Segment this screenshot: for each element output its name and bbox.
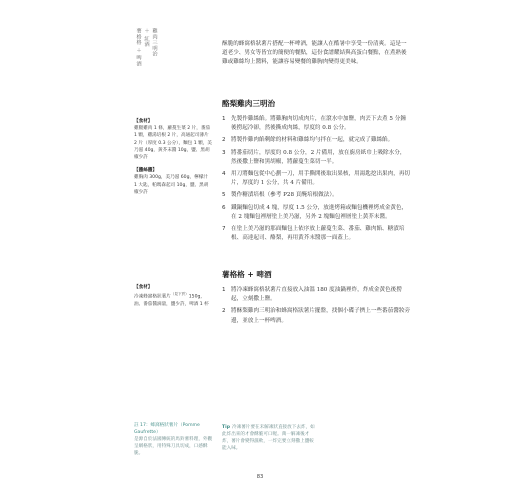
step-number: 3	[222, 149, 226, 156]
step-item	[222, 149, 410, 167]
page-number: 83	[256, 474, 264, 480]
step-text: 將酥梨雞肉三明治和蜂窩格狀薯片擺盤，找個小碟子擠上一些番茄醬妝旁邊，並放上一杯啤酒。	[231, 308, 411, 324]
ingredients-text: 雞腿雞肉 1 條，蘿蔓生菜 2 片，番茄 1 顆，雞湯培根 2 片，高通起司薄片 2 片（厚度 0.3 公分），麵包 1 顆，美乃滋 40g，黃芥末醬 10g，鹽、黑胡椒少許	[134, 126, 212, 161]
step-item	[222, 136, 410, 145]
footnote	[134, 422, 216, 457]
footnote-title: 註 17：蜂窩格狀薯片（Pomme Gaufrette）	[134, 423, 200, 435]
step-number: 6	[222, 204, 226, 211]
ingredients-label: 【食材】	[134, 285, 153, 290]
step-item	[222, 191, 410, 200]
step-number: 2	[222, 137, 226, 144]
step-item	[222, 115, 410, 133]
vertical-side-title	[134, 28, 158, 66]
step-item	[222, 286, 410, 304]
steps-list	[222, 115, 410, 243]
side-title-line: 薯格格 ＋ 啤酒	[135, 28, 141, 67]
tip-body: 冷凍薯片要在未解凍狀直接放下去炸，如此炸出來的才會酥脆可口喔。萬一解凍後才炸，薯片會變得濕軟，一炸完要立刻撒上鹽較能入味。	[222, 425, 315, 451]
ingredients-part: 150g，油、番茄醬滴量，鹽少許，啤酒 1 杯	[134, 294, 209, 307]
sandwich-section	[222, 99, 410, 246]
step-number: 5	[222, 192, 226, 199]
ingredients-text	[134, 291, 212, 308]
step-number: 4	[222, 171, 226, 178]
step-item	[222, 307, 410, 325]
step-text: 用刀將麵包從中心劃一刀，用手撕開後取出果核，用湯匙挖出果肉，再切片，厚度約 1 公分，共 4 片備用。	[231, 171, 411, 187]
step-item	[222, 204, 410, 222]
step-number: 7	[222, 226, 226, 233]
ingredients-label: 【食材】	[134, 119, 153, 124]
step-number: 2	[222, 308, 226, 315]
ingredients-footnote-ref: （見下頁）	[170, 292, 189, 297]
sauce-label: 【醬絲醬】	[134, 168, 157, 174]
step-text: 製作糖漬培根（參考 P28 頁醃培根做法）。	[231, 192, 338, 199]
tip-label: Tip	[222, 425, 230, 430]
step-text: 將製作雞肉餡剩餘的材料和雞絲均勻拌在一起，就完成了雞絲餡。	[231, 137, 394, 144]
steps-list	[222, 286, 410, 326]
side-title-line: 雞肉三明治	[151, 28, 157, 57]
step-text: 在塗上美乃滋的那面麵包上依序放上蘿蔓生菜、番茄、雞肉餡、糖漬培根、高達起司、酪梨，再用黃芥末醬那一面蓋上。	[231, 226, 405, 242]
step-text: 將冷凍蜂窩格狀薯片直接放入油溫 180 度油鍋裡炸，炸成金黃色後撈起，立刻撒上鹽。	[231, 287, 402, 303]
footnote-body: 是源自於法國傳統的馬鈴薯料理，外觀呈網格狀，用特殊刀具切成，口感酥脆。	[134, 437, 213, 456]
side-title-line: ＋ 紅酒	[143, 28, 149, 48]
chips-beer-section	[222, 270, 410, 329]
ingredients-part: 冷凍蜂窩格狀薯片	[134, 294, 171, 300]
intro-paragraph: 酥脆的蜂窩格狀薯片搭配一杯啤酒，能讓人在酷暑中享受一份清爽。這是一道老少、男女等皆宜的簡便的餐點，這份食譜耀結與高蛋白餐點，在煮熟後雞或雞絲均上醬料，能讓容易變餐的雞胸肉變得更美味。	[222, 41, 407, 66]
step-number: 1	[222, 116, 226, 122]
chips-ingredients	[134, 284, 212, 308]
step-text: 先製作雞絲餡。將雞胸肉切成肉片，在滾水中加鹽，肉丟下去煮 5 分鐘後撈起冷卻，然後撕成肉絲，厚度約 0.8 公分。	[231, 116, 406, 132]
step-item	[222, 225, 410, 243]
step-item	[222, 170, 410, 188]
step-number: 1	[222, 287, 226, 293]
section-title: 酪梨雞肉三明治	[222, 99, 276, 108]
sauce-text: 雞胸肉 300g，美乃滋 60g，檸檬汁 1 大匙，帕瑪森起司 10g，鹽、黑胡椒少許	[134, 175, 209, 195]
step-text: 將番茄切片，厚度約 0.8 公分，2 片備用，放在廚房紙巾上吸除水分，然後撒上鹽和黑胡椒，將蘿蔓生菜切一半。	[231, 149, 406, 165]
sandwich-ingredients	[134, 118, 212, 196]
step-text: 鐵鍋麵包切成 4 塊，厚度 1.5 公分，放進烤箱或麵包機裡烤成金黃色，在 2 塊麵包裡層塗上美乃滋，另外 2 塊麵包裡層塗上黃芥末醬。	[231, 204, 408, 220]
tip-box	[222, 424, 318, 452]
section-title: 薯格格 + 啤酒	[222, 270, 272, 279]
